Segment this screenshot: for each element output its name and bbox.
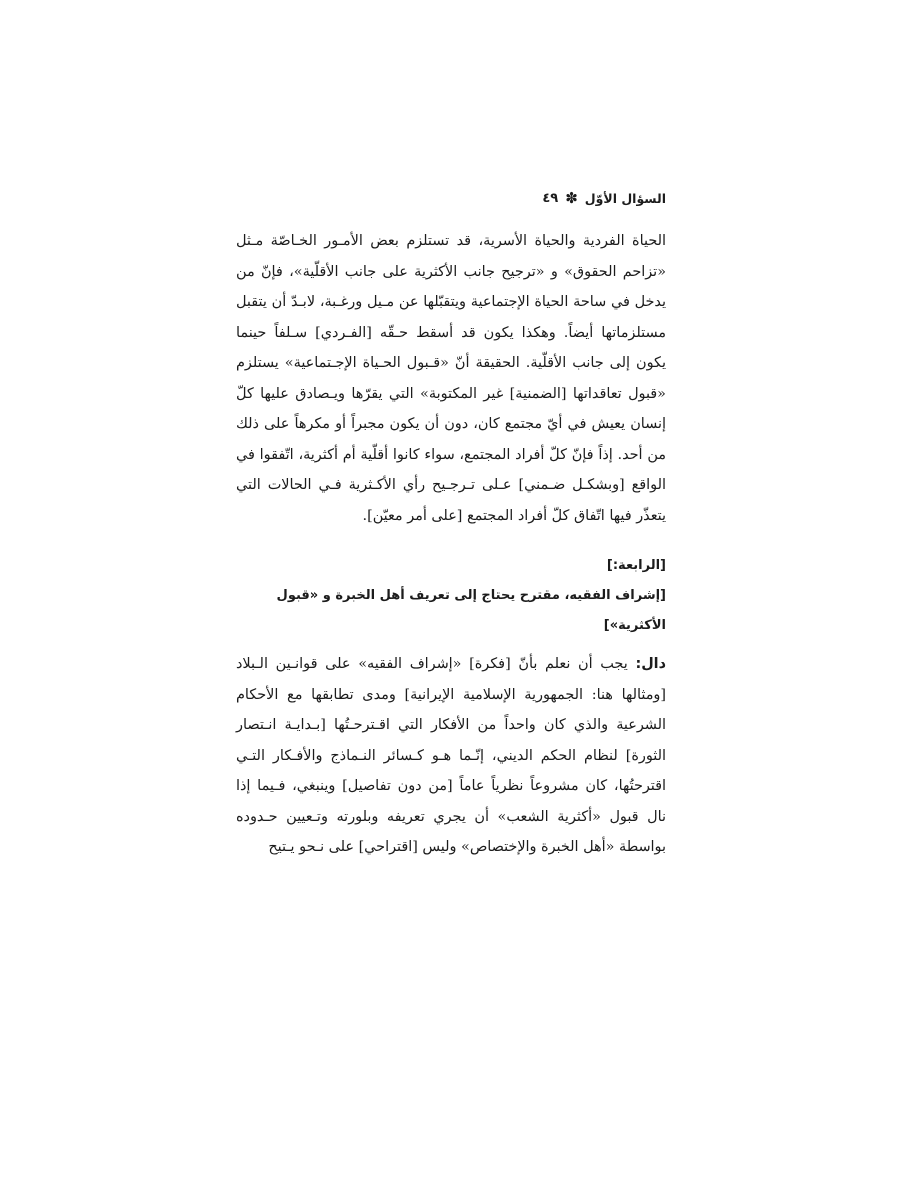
- section-label: [الرابعة:]: [606, 558, 666, 573]
- section-title: [إشراف الفقيه، مقترح يحتاج إلى تعريف أهل الخبرة و «قبول الأكثرية»]: [276, 588, 666, 633]
- page-number: ٤٩: [542, 190, 559, 206]
- answer-paragraph: [236, 649, 666, 863]
- body-paragraph: الحياة الفردية والحياة الأسرية، قد تستلزم بعض الأمـور الخـاصّة مـثل «تزاحم الحقوق» و «ترجيح جانب الأكثرية على جانب الأقلّية»، فإنّ من يدخل في ساحة الحياة الإجتماعية ويتقبّلها عن مـيل ورغـبة، لابـدّ أن يتقبل مستلزماتها أيضاً. وهكذا يكون قد أسقط حـقّه [الفـردي] سـلفاً حينما يكون إلى جانب الأقلّية. الحقيقة أنّ «قـبول الحـياة الإجـتماعية» يستلزم «قبول تعاقداتها [الضمنية] غير المكتوبة» التي يقرّها ويـصادق عليها كلّ إنسان يعيش في أيّ مجتمع كان، دون أن يكون مجبراً أو مكرهاً على ذلك من أحد. إذاً فإنّ كلّ أفراد المجتمع، سواء كانوا أقلّية أم أكثرية، اتّفقوا في الواقع [وبشكـل ضـمني] عـلى تـرجـيح رأي الأكـثرية فـي الحالات التي يتعذّر فيها اتّفاق كلّ أفراد المجتمع [على أمر معيّن].: [236, 233, 666, 524]
- running-title: السؤال الأوّل: [584, 190, 666, 206]
- book-page: [236, 186, 666, 863]
- flower-ornament-icon: ✽: [565, 188, 578, 207]
- answer-lead: دال:: [635, 656, 666, 672]
- answer-text: يجب أن نعلم بأنّ [فكرة] «إشراف الفقيه» على قوانـين الـبلاد [ومثالها هنا: الجمهورية الإسلامية الإيرانية] ومدى تطابقها مع الأحكام الشرعية والذي كان واحداً من الأفكار التي اقـترحـتُها [بـدايـة انـتصار الثورة] لنظام الحكم الديني، إنّـما هـو كـسائر النـماذج والأفـكار التـي اقترحتُها، كان مشروعاً نظرياً عاماً [من دون تفاصيل] وينبغي، فـيما إذا نال قبول «أكثرية الشعب» أن يجري تعريفه وبلورته وتـعيين حـدوده بواسطة «أهل الخبرة والإختصاص» وليس [اقتراحي] على نـحو يـتيح: [236, 656, 666, 855]
- running-header: [236, 186, 666, 210]
